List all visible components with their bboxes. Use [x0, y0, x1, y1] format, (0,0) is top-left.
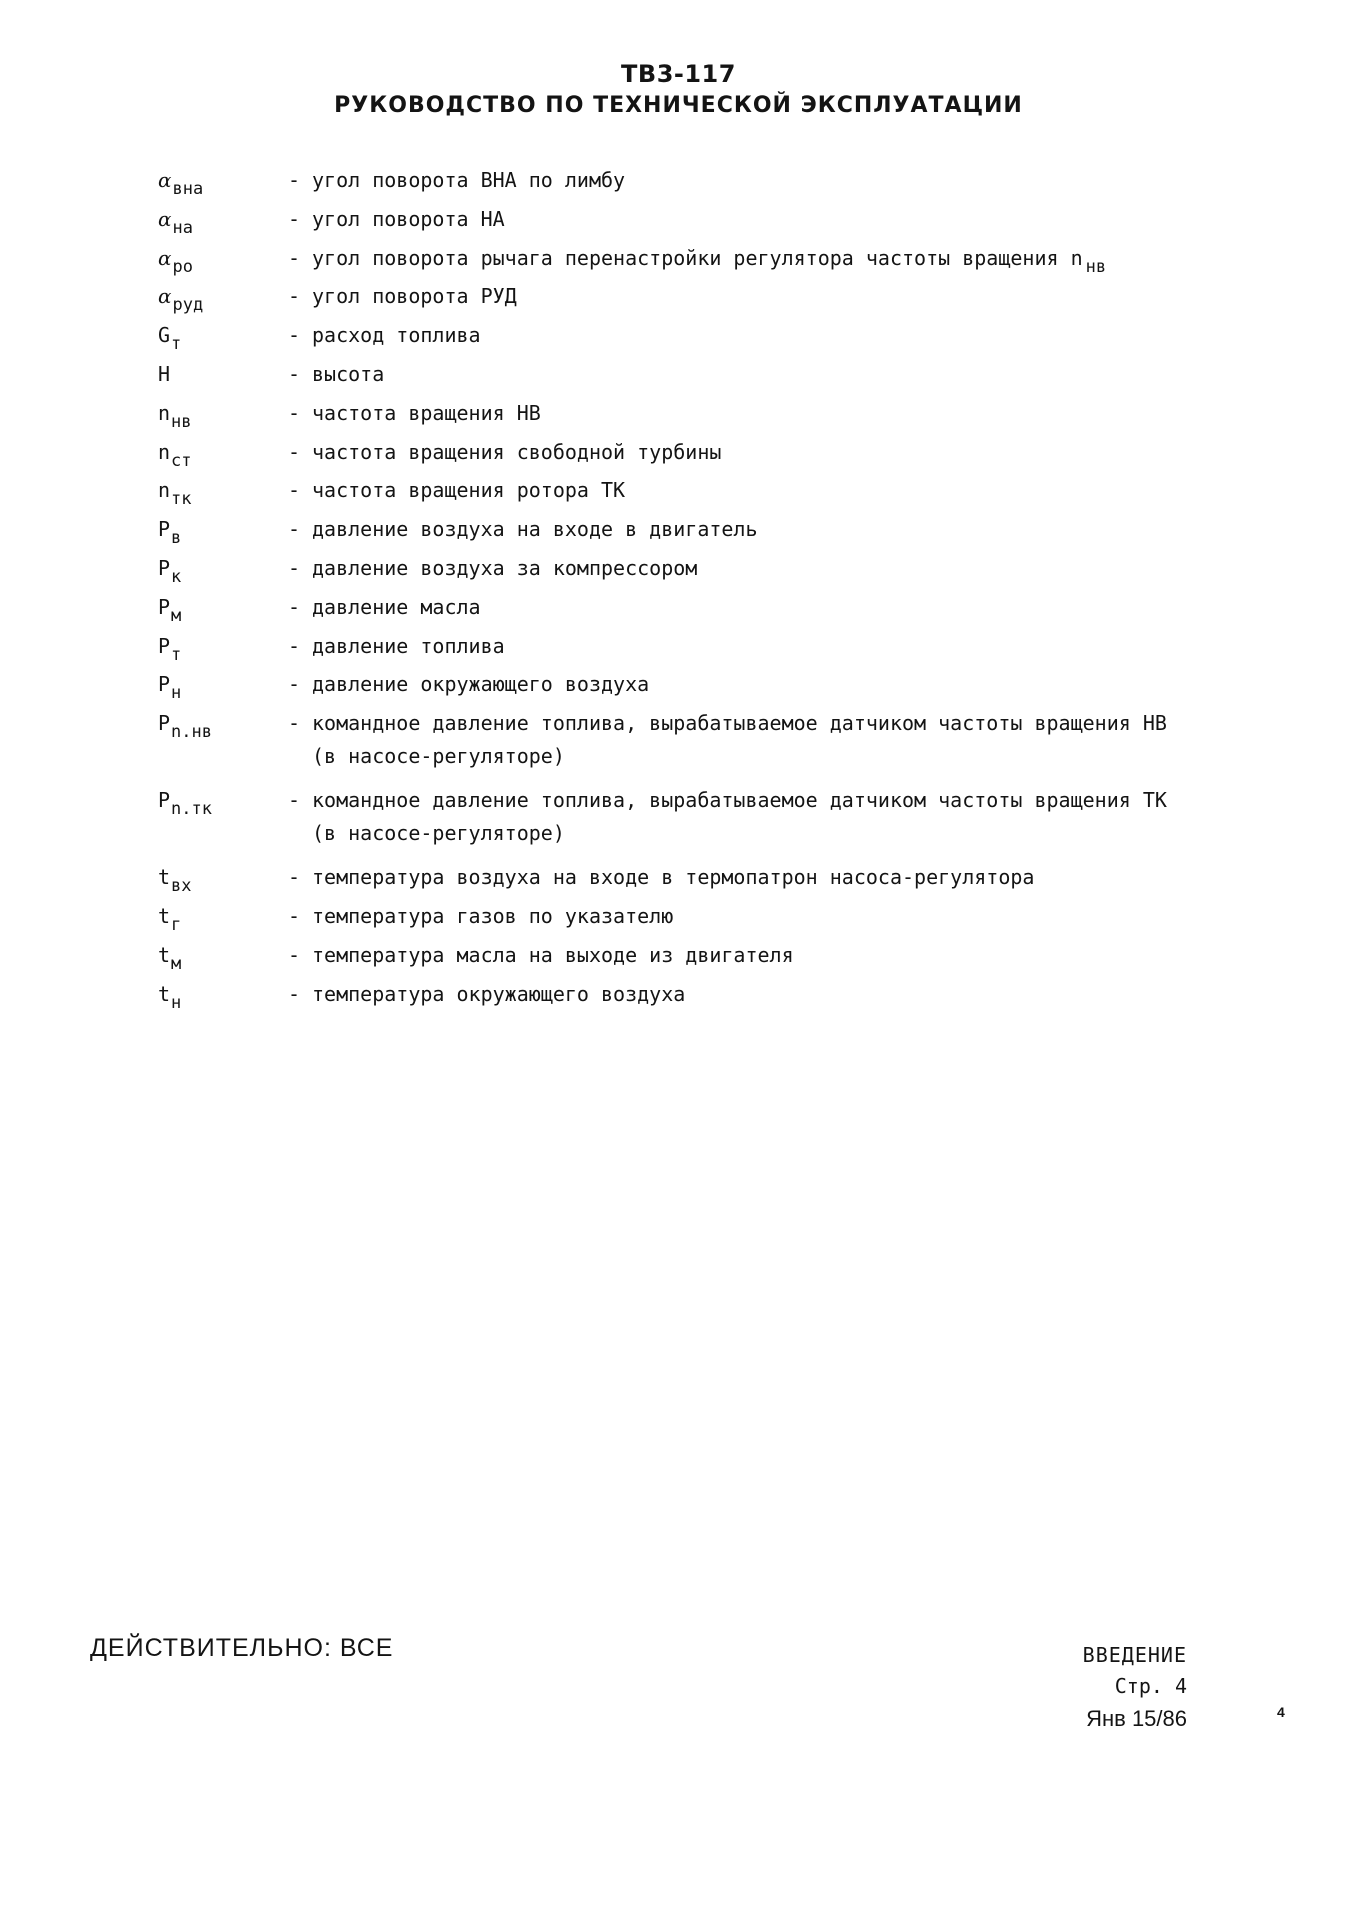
symbol-subscript: м [171, 605, 182, 626]
symbol-row [158, 478, 1218, 517]
dash: - [288, 594, 301, 619]
dash: - [288, 903, 301, 928]
description-subscript: нв [1085, 256, 1107, 277]
symbol-description [288, 904, 1218, 928]
symbol-row [158, 517, 1218, 556]
symbol-base: n [158, 400, 171, 425]
symbol [158, 478, 288, 510]
symbol-base: α [158, 168, 172, 192]
symbol-base: P [158, 711, 171, 736]
dash: - [288, 517, 301, 542]
revision-date: Янв 15/86 [1086, 1706, 1187, 1731]
symbol-base: α [158, 206, 172, 231]
description-text: давление окружающего воздуха [312, 672, 650, 697]
symbol-description [288, 168, 1218, 192]
symbol-subscript: н [171, 683, 182, 704]
symbol-list [158, 168, 1218, 1020]
symbol [158, 168, 288, 199]
symbol-description [288, 788, 1218, 845]
symbol-description [288, 245, 1218, 277]
symbol-base: P [158, 788, 171, 813]
symbol-subscript: на [172, 217, 193, 238]
symbol-subscript: г [171, 914, 182, 935]
symbol-subscript: т [171, 334, 182, 355]
symbol-row [158, 401, 1218, 440]
symbol-description [288, 362, 1218, 386]
dash: - [288, 672, 301, 697]
symbol-subscript: n.тк [171, 799, 212, 820]
dash: - [288, 284, 301, 309]
symbol-base: P [158, 555, 171, 580]
symbol-row [158, 711, 1218, 788]
symbol [158, 400, 288, 432]
symbol-subscript: ст [171, 450, 192, 471]
symbol-base: P [158, 672, 171, 697]
page-label: Стр. 4 [1114, 1674, 1187, 1698]
symbol [158, 711, 288, 743]
description-text: давление воздуха за компрессором [312, 555, 698, 580]
symbol-subscript: т [171, 644, 182, 665]
symbol [158, 788, 288, 820]
document-subtitle: РУКОВОДСТВО ПО ТЕХНИЧЕСКОЙ ЭКСПЛУАТАЦИИ [334, 93, 1023, 118]
symbol-base: P [158, 517, 171, 542]
symbol-row [158, 595, 1218, 634]
symbol [158, 903, 288, 935]
symbol-row [158, 788, 1218, 865]
symbol-row [158, 207, 1218, 246]
dash: - [288, 245, 301, 270]
symbol-subscript: ро [172, 256, 193, 277]
description-text: температура масла на выходе из двигателя [312, 942, 794, 967]
symbol-description [288, 517, 1218, 541]
symbol-description [288, 556, 1218, 580]
symbol [158, 284, 288, 316]
symbol-base: n [158, 478, 171, 503]
symbol-description [288, 711, 1218, 768]
symbol-base: n [158, 439, 171, 464]
dash: - [288, 865, 301, 890]
dash: - [288, 206, 301, 231]
dash: - [288, 400, 301, 425]
description-text: угол поворота НА [312, 206, 505, 231]
dash: - [288, 711, 301, 736]
symbol-row [158, 556, 1218, 595]
dash: - [288, 981, 301, 1006]
symbol-subscript: n.нв [171, 722, 212, 743]
description-text: частота вращения ротора ТК [312, 478, 626, 503]
description-continuation: (в насосе-регуляторе) [312, 744, 565, 769]
dash: - [288, 439, 301, 464]
symbol-description [288, 982, 1218, 1006]
symbol-subscript: н [171, 992, 182, 1013]
symbol [158, 555, 288, 587]
symbol-base: t [158, 865, 171, 890]
symbol [158, 439, 288, 471]
symbol [158, 865, 288, 897]
dash: - [288, 168, 301, 192]
description-text: высота [312, 361, 385, 386]
symbol [158, 517, 288, 549]
symbol-subscript: вх [171, 876, 192, 897]
symbol-description [288, 672, 1218, 696]
symbol-base: P [158, 633, 171, 658]
symbol-base: t [158, 903, 171, 928]
dash: - [288, 361, 301, 386]
symbol-base: H [158, 361, 171, 386]
symbol [158, 942, 288, 974]
symbol-subscript: тк [171, 489, 192, 510]
symbol-description [288, 440, 1218, 464]
symbol-description [288, 634, 1218, 658]
description-text: частота вращения свободной турбины [312, 439, 722, 464]
symbol-description [288, 595, 1218, 619]
symbol-row [158, 323, 1218, 362]
symbol-row [158, 672, 1218, 711]
description-text: температура газов по указателю [312, 903, 674, 928]
dash: - [288, 555, 301, 580]
dash: - [288, 942, 301, 967]
symbol-row [158, 284, 1218, 323]
symbol-subscript: м [171, 953, 182, 974]
description-text: командное давление топлива, вырабатываемое датчиком частоты вращения ТК [312, 788, 1167, 813]
description-text: угол поворота рычага перенастройки регулятора частоты вращения n [312, 245, 1083, 270]
symbol [158, 594, 288, 626]
description-text: угол поворота РУД [312, 284, 517, 309]
validity-note: ДЕЙСТВИТЕЛЬНО: ВСЕ [90, 1634, 394, 1662]
symbol-row [158, 865, 1218, 904]
section-name: ВВЕДЕНИЕ [1082, 1643, 1187, 1667]
symbol [158, 981, 288, 1013]
dash: - [288, 788, 301, 813]
symbol-description [288, 478, 1218, 502]
symbol-subscript: руд [172, 295, 204, 316]
dash: - [288, 478, 301, 503]
symbol-subscript: вна [172, 179, 204, 199]
symbol-description [288, 207, 1218, 231]
symbol-base: α [158, 245, 172, 270]
description-text: давление топлива [312, 633, 505, 658]
description-text: температура окружающего воздуха [312, 981, 686, 1006]
dash: - [288, 323, 301, 348]
symbol-subscript: в [171, 528, 182, 549]
symbol-base: t [158, 942, 171, 967]
symbol-subscript: нв [171, 411, 192, 432]
symbol-description [288, 865, 1218, 889]
symbol-row [158, 246, 1218, 285]
description-text: расход топлива [312, 323, 481, 348]
symbol-base: P [158, 594, 171, 619]
symbol-row [158, 440, 1218, 479]
symbol-row [158, 943, 1218, 982]
symbol [158, 633, 288, 665]
symbol-base: t [158, 981, 171, 1006]
symbol-description [288, 323, 1218, 347]
symbol-row [158, 362, 1218, 401]
description-text: командное давление топлива, вырабатываемое датчиком частоты вращения НВ [312, 711, 1167, 736]
description-text: угол поворота ВНА по лимбу [312, 168, 626, 192]
description-text: температура воздуха на входе в термопатрон насоса-регулятора [312, 865, 1035, 890]
symbol-row [158, 982, 1218, 1021]
symbol [158, 362, 288, 388]
symbol [158, 672, 288, 704]
symbol-description [288, 284, 1218, 308]
description-text: частота вращения НВ [312, 400, 541, 425]
symbol-row [158, 168, 1218, 207]
description-text: давление масла [312, 594, 481, 619]
symbol-description [288, 943, 1218, 967]
symbol [158, 206, 288, 238]
description-continuation: (в насосе-регуляторе) [312, 821, 565, 846]
symbol-base: α [158, 284, 172, 309]
symbol-subscript: к [171, 566, 182, 587]
symbol-base: G [158, 323, 171, 348]
symbol-row [158, 634, 1218, 673]
symbol-row [158, 904, 1218, 943]
description-text: давление воздуха на входе в двигатель [312, 517, 758, 542]
symbol-description [288, 401, 1218, 425]
symbol [158, 323, 288, 355]
page-number: 4 [1277, 1704, 1285, 1720]
symbol [158, 245, 288, 277]
document-title: ТВ3-117 [621, 60, 736, 88]
dash: - [288, 633, 301, 658]
